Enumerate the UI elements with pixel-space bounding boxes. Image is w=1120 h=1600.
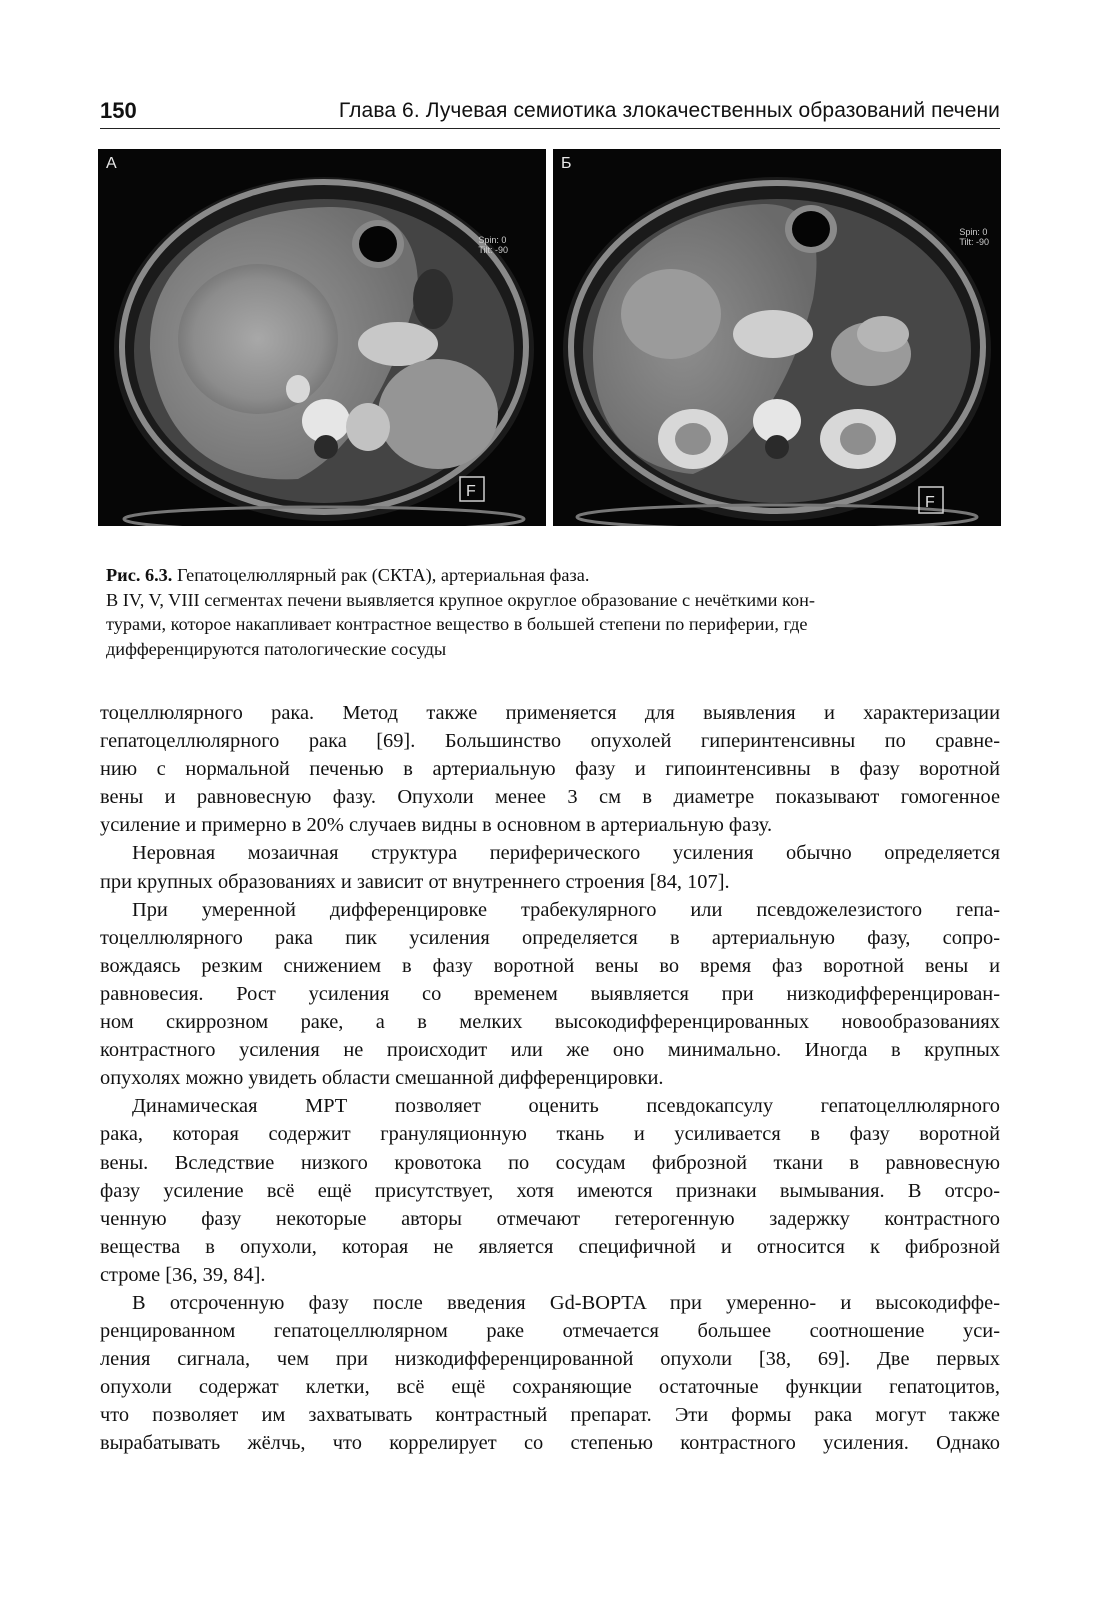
caption-title: Гепатоцелюллярный рак (СКТА), артериальная фаза. bbox=[172, 565, 590, 585]
body-line: При умеренной дифференцировке трабекулярного или псевдожелезистого гепа- bbox=[132, 898, 1000, 921]
body-line: фазу усиление всё ещё присутствует, хотя имеются признаки вымывания. В отсро- bbox=[100, 1179, 1000, 1202]
body-line: усиление и примерно в 20% случаев видны в основном в артериальную фазу. bbox=[100, 814, 773, 837]
overlay-line: Spin: 0 bbox=[959, 227, 988, 237]
scan-overlay-a bbox=[478, 235, 508, 255]
ct-scan-image-b bbox=[553, 149, 1001, 526]
body-line: вождаясь резким снижением в фазу воротной вены во время фаз воротной вены и bbox=[100, 954, 1000, 977]
body-line: вены и равновесную фазу. Опухоли менее 3 см в диаметре показывают гомогенное bbox=[100, 786, 1000, 809]
page-number: 150 bbox=[100, 98, 137, 123]
caption-line bbox=[106, 563, 1006, 588]
body-line: при крупных образованиях и зависит от внутреннего строения [84, 107]. bbox=[100, 870, 730, 893]
body-line: ном скиррозном раке, а в мелких высокодифференцированных новообразованиях bbox=[100, 1011, 1000, 1034]
body-line: вещества в опухоли, которая не является специфичной и относится к фиброзной bbox=[100, 1235, 1000, 1258]
body-line: вырабатывать жёлчь, что коррелирует со степенью контрастного усиления. Однако bbox=[100, 1432, 1000, 1455]
body-line: что позволяет им захватывать контрастный препарат. Эти формы рака могут также bbox=[100, 1404, 1000, 1427]
body-line: Динамическая МРТ позволяет оценить псевдокапсулу гепатоцеллюлярного bbox=[132, 1095, 1000, 1118]
ct-scan-image-a bbox=[98, 149, 546, 526]
orientation-marker-b: F bbox=[925, 494, 935, 511]
body-line: тоцеллюлярного рака. Метод также применяется для выявления и характеризации bbox=[100, 702, 1000, 724]
page-header bbox=[100, 96, 1000, 129]
caption-line: турами, которое накапливает контрастное вещество в большей степени по периферии, где bbox=[106, 614, 808, 634]
body-line: ления сигнала, чем при низкодифференцированной опухоли [38, 69]. Две первых bbox=[100, 1348, 1000, 1371]
panel-label-b: Б bbox=[561, 155, 572, 172]
caption-line: дифференцируются патологические сосуды bbox=[106, 638, 447, 659]
overlay-line: Spin: 0 bbox=[478, 235, 507, 245]
orientation-marker-a: F bbox=[466, 483, 476, 500]
body-line: Неровная мозаичная структура периферического усиления обычно определяется bbox=[132, 842, 1000, 865]
body-line: опухоли содержат клетки, всё ещё сохраняющие остаточные функции гепатоцитов, bbox=[100, 1376, 1000, 1399]
body-line: опухолях можно увидеть области смешанной дифференцировки. bbox=[100, 1067, 664, 1090]
body-text bbox=[100, 699, 1000, 1458]
body-line: тоцеллюлярного рака пик усиления определяется в артериальную фазу, сопро- bbox=[100, 926, 1000, 949]
caption-line: В IV, V, VIII сегментах печени выявляется крупное округлое образование с нечёткими кон- bbox=[106, 589, 815, 610]
running-head: Глава 6. Лучевая семиотика злокачественных образований печени bbox=[338, 99, 1000, 122]
body-line: контрастного усиления не происходит или же оно минимально. Иногда в крупных bbox=[100, 1039, 1000, 1062]
caption-label: Рис. 6.3. bbox=[106, 565, 173, 585]
body-line: ченную фазу некоторые авторы отмечают гетерогенную задержку контрастного bbox=[100, 1207, 1000, 1230]
overlay-line: Tilt: -90 bbox=[959, 237, 989, 247]
body-line: строме [36, 39, 84]. bbox=[100, 1263, 266, 1286]
panel-label-a: А bbox=[106, 155, 117, 172]
body-line: вены. Вследствие низкого кровотока по сосудам фиброзной ткани в равновесную bbox=[100, 1151, 1000, 1174]
scan-overlay-b bbox=[959, 227, 989, 247]
body-line: рака, которая содержит грануляционную ткань и усиливается в фазу воротной bbox=[100, 1123, 1000, 1146]
body-line: ренцированном гепатоцеллюлярном раке отмечается большее соотношение уси- bbox=[100, 1320, 1000, 1343]
ct-scan-panel-a bbox=[98, 149, 546, 526]
body-line: В отсроченную фазу после введения Gd-BOPTA при умеренно- и высокодиффе- bbox=[132, 1291, 1000, 1314]
figure-caption bbox=[106, 563, 1006, 661]
ct-scan-panel-b bbox=[553, 149, 1001, 526]
body-line: нию с нормальной печенью в артериальную фазу и гипоинтенсивны в фазу воротной bbox=[100, 758, 1000, 781]
body-line: гепатоцеллюлярного рака [69]. Большинство опухолей гиперинтенсивны по сравне- bbox=[100, 730, 1000, 753]
body-line: равновесия. Рост усиления со временем выявляется при низкодифференцирован- bbox=[100, 982, 1000, 1005]
overlay-line: Tilt: -90 bbox=[478, 245, 508, 255]
